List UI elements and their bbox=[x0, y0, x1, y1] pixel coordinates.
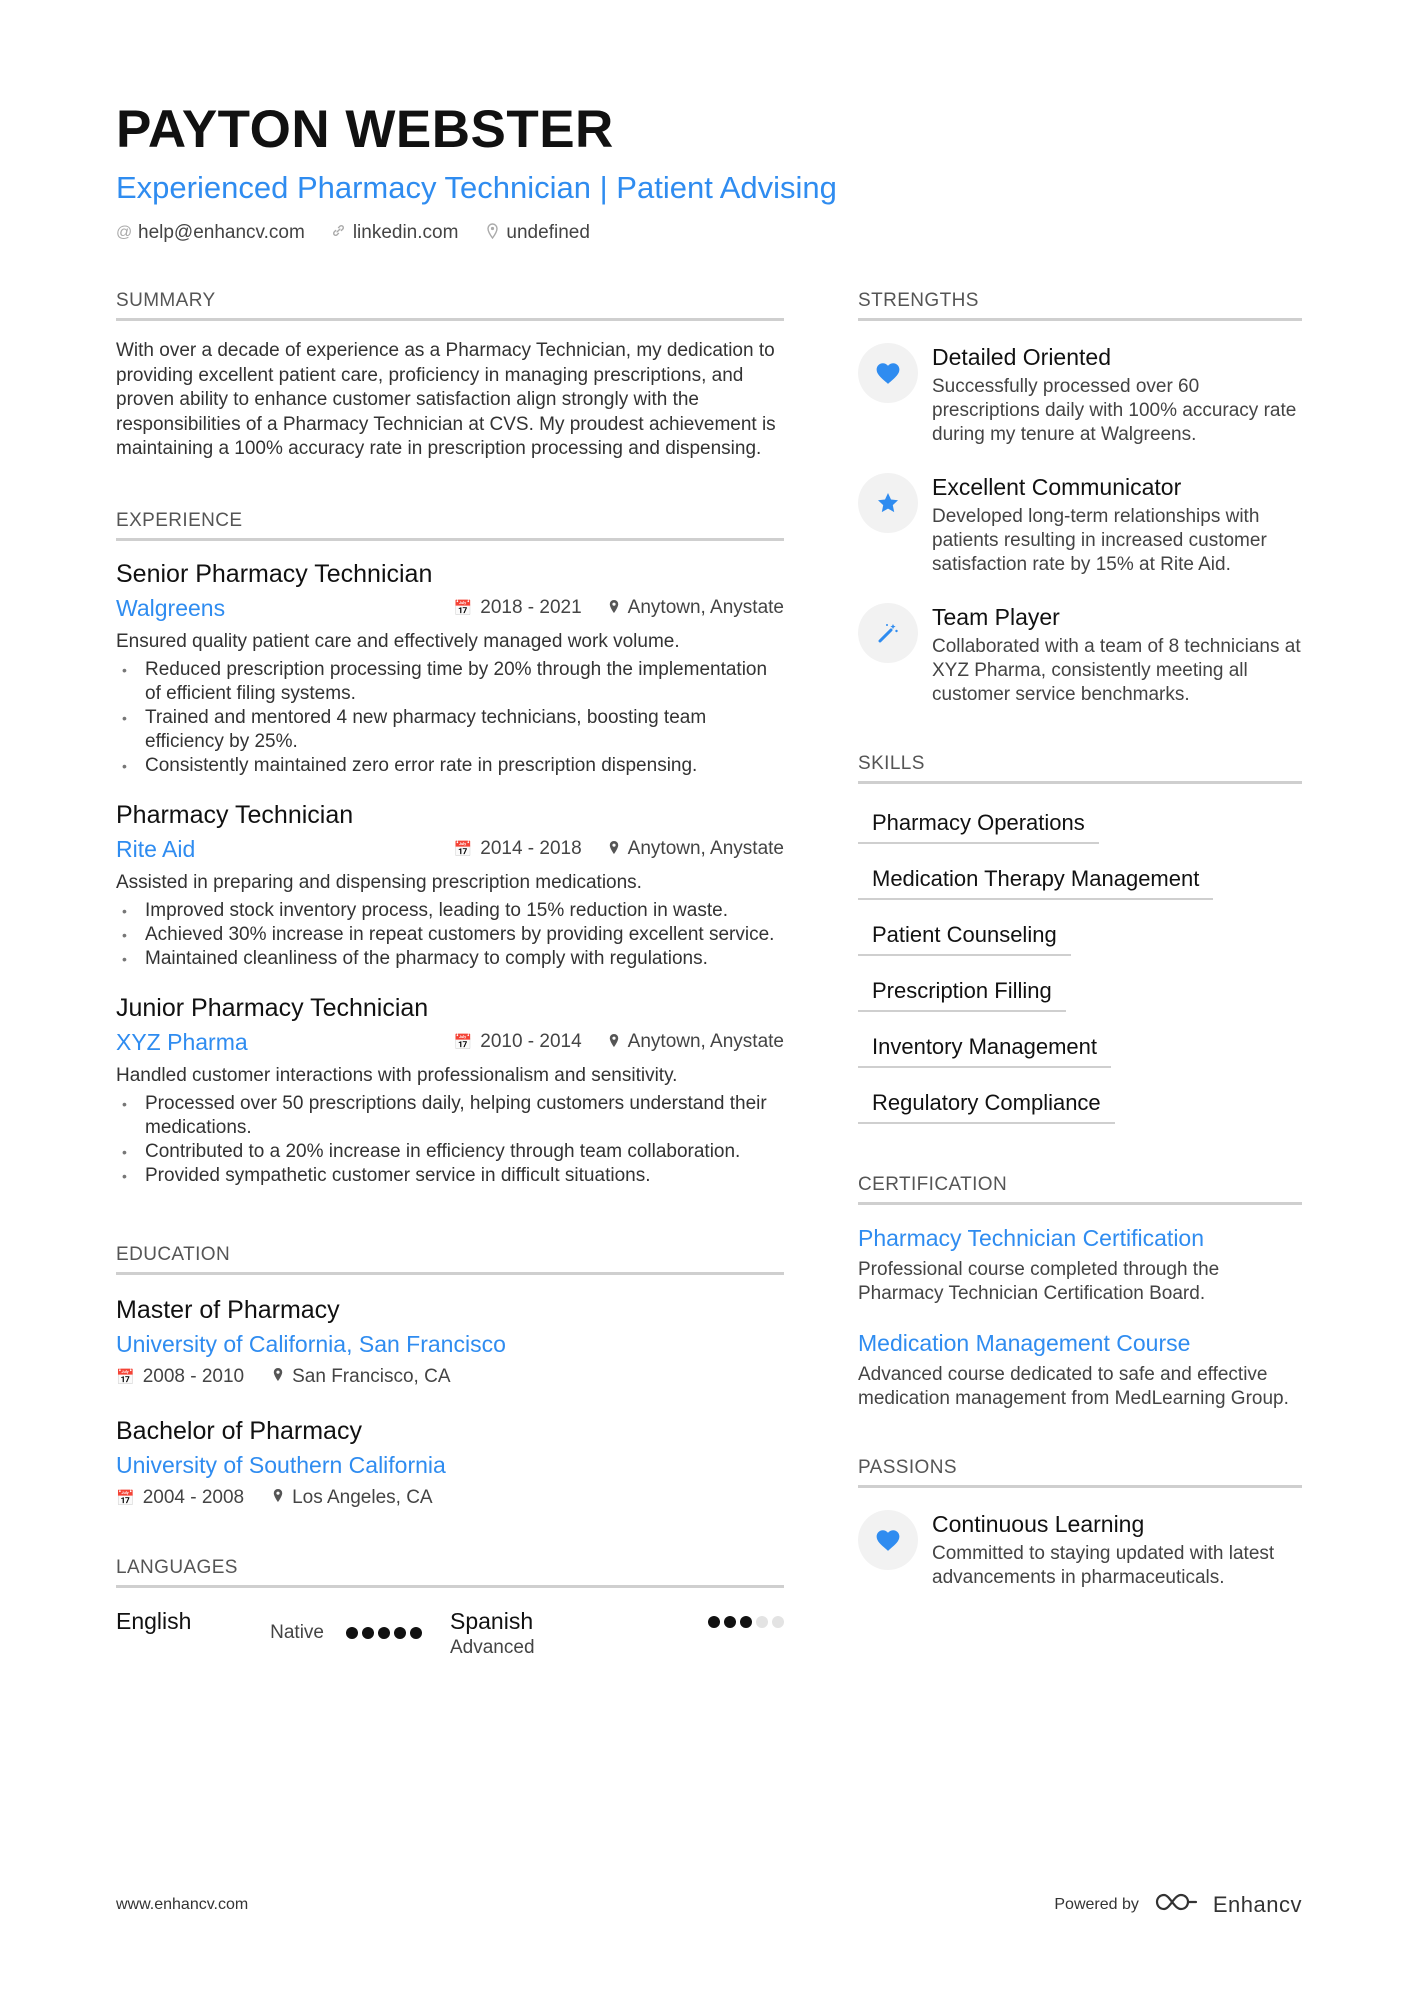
education-dates-text: 2008 - 2010 bbox=[142, 1365, 245, 1387]
company-name: XYZ Pharma bbox=[116, 1028, 248, 1055]
section-title-skills: SKILLS bbox=[858, 753, 1302, 784]
calendar-icon: 📅 bbox=[453, 841, 473, 858]
languages-section bbox=[116, 1557, 784, 1659]
education-section bbox=[116, 1244, 784, 1509]
education-location bbox=[272, 1487, 432, 1509]
contact-row bbox=[116, 222, 1306, 244]
education-dates bbox=[116, 1487, 244, 1509]
education-location-text: San Francisco, CA bbox=[292, 1365, 451, 1387]
degree-title: Master of Pharmacy bbox=[116, 1295, 340, 1324]
section-title-education: EDUCATION bbox=[116, 1244, 784, 1275]
skill-tag: Medication Therapy Management bbox=[858, 858, 1213, 900]
email-text: help@enhancv.com bbox=[138, 222, 305, 243]
section-title-experience: EXPERIENCE bbox=[116, 510, 784, 541]
contact-location bbox=[484, 222, 589, 244]
proficiency-dot bbox=[362, 1627, 374, 1639]
language-level-group bbox=[270, 1608, 422, 1659]
link-icon bbox=[331, 223, 347, 243]
language-level: Native bbox=[270, 1622, 324, 1643]
list-item: • Achieved 30% increase in repeat customers by providing excellent service. bbox=[116, 923, 784, 947]
company-name: Rite Aid bbox=[116, 835, 196, 862]
degree-title: Bachelor of Pharmacy bbox=[116, 1416, 362, 1445]
proficiency-dot bbox=[378, 1627, 390, 1639]
proficiency-dot bbox=[772, 1616, 784, 1628]
language-name: English bbox=[116, 1607, 192, 1634]
list-item: • Maintained cleanliness of the pharmacy to comply with regulations. bbox=[116, 947, 784, 971]
education-meta bbox=[116, 1366, 784, 1388]
languages-row bbox=[116, 1608, 784, 1659]
school-name: University of California, San Francisco bbox=[116, 1330, 506, 1357]
certification-description: Professional course completed through the Pharmacy Technician Certification Board. bbox=[858, 1259, 1220, 1304]
right-column bbox=[858, 290, 1302, 1590]
education-entry bbox=[116, 1295, 784, 1388]
education-dates bbox=[116, 1366, 244, 1388]
strength-description: Developed long-term relationships with patients resulting in increased customer satisfaction rate by 15% at Rite Aid. bbox=[932, 506, 1267, 575]
proficiency-dot bbox=[756, 1616, 768, 1628]
certification-section bbox=[858, 1174, 1302, 1411]
job-description: Assisted in preparing and dispensing prescription medications. bbox=[116, 871, 642, 893]
company-name: Walgreens bbox=[116, 594, 226, 621]
list-item: • Processed over 50 prescriptions daily, helping customers understand their medications. bbox=[116, 1092, 784, 1140]
job-meta-right bbox=[454, 1031, 784, 1053]
summary-text: With over a decade of experience as a Pharmacy Technician, my dedication to providing excellent patient care, proficiency in managing prescriptions, and proven ability to enhance customer satisfaction align strongly with the responsibilities of a Pharmacy Technician at CVS. My proudest achievement is maintaining a 100% accuracy rate in prescription processing and dispensing. bbox=[116, 340, 776, 459]
job-location-text: Anytown, Anystate bbox=[627, 1031, 784, 1052]
education-dates-text: 2004 - 2008 bbox=[142, 1486, 245, 1508]
job-title: Junior Pharmacy Technician bbox=[116, 993, 429, 1022]
location-pin-icon bbox=[608, 840, 620, 859]
experience-entry bbox=[116, 993, 784, 1188]
location-pin-icon bbox=[608, 1033, 620, 1052]
strength-body bbox=[932, 343, 1302, 447]
skill-tag: Pharmacy Operations bbox=[858, 802, 1099, 844]
location-pin-icon bbox=[272, 1367, 284, 1386]
passion-description: Committed to staying updated with latest advancements in pharmaceuticals. bbox=[932, 1543, 1275, 1588]
skill-tag: Prescription Filling bbox=[858, 970, 1066, 1012]
passions-section bbox=[858, 1457, 1302, 1590]
job-title: Pharmacy Technician bbox=[116, 800, 354, 829]
list-item: • Consistently maintained zero error rate in prescription dispensing. bbox=[116, 754, 784, 778]
experience-entry bbox=[116, 559, 784, 778]
certification-description: Advanced course dedicated to safe and effective medication management from MedLearning Group. bbox=[858, 1364, 1289, 1409]
heart-icon bbox=[858, 1510, 918, 1570]
certification-entry bbox=[858, 1330, 1302, 1411]
resume-header bbox=[116, 100, 1306, 244]
passion-title: Continuous Learning bbox=[932, 1511, 1145, 1537]
strength-title: Detailed Oriented bbox=[932, 344, 1111, 370]
list-item: • Contributed to a 20% increase in efficiency through team collaboration. bbox=[116, 1140, 784, 1164]
strength-title: Team Player bbox=[932, 604, 1060, 630]
job-location bbox=[608, 838, 784, 860]
strength-body bbox=[932, 473, 1302, 577]
strength-body bbox=[932, 603, 1302, 707]
job-dates-text: 2010 - 2014 bbox=[480, 1031, 582, 1052]
experience-entry bbox=[116, 800, 784, 971]
language-dots bbox=[346, 1627, 422, 1639]
location-pin-icon bbox=[608, 599, 620, 618]
language-dots bbox=[708, 1616, 784, 1628]
job-meta bbox=[116, 836, 784, 863]
calendar-icon: 📅 bbox=[453, 1034, 473, 1051]
magic-wand-icon bbox=[858, 603, 918, 663]
job-bullets bbox=[116, 899, 784, 971]
skill-tag: Regulatory Compliance bbox=[858, 1082, 1115, 1124]
language-entry bbox=[450, 1608, 784, 1659]
education-location bbox=[272, 1366, 450, 1388]
education-location-text: Los Angeles, CA bbox=[292, 1486, 433, 1508]
contact-email[interactable] bbox=[116, 222, 305, 244]
job-dates bbox=[454, 597, 582, 619]
education-entry bbox=[116, 1416, 784, 1509]
language-text-group bbox=[450, 1608, 535, 1659]
skills-list bbox=[858, 802, 1302, 1124]
job-description: Handled customer interactions with professionalism and sensitivity. bbox=[116, 1064, 678, 1086]
job-location-text: Anytown, Anystate bbox=[627, 597, 784, 618]
left-column bbox=[116, 290, 784, 1659]
star-icon bbox=[858, 473, 918, 533]
candidate-name: PAYTON WEBSTER bbox=[116, 100, 614, 159]
language-level: Advanced bbox=[450, 1636, 535, 1658]
list-item: • Trained and mentored 4 new pharmacy technicians, boosting team efficiency by 25%. bbox=[116, 706, 784, 754]
section-title-certification: CERTIFICATION bbox=[858, 1174, 1302, 1205]
education-meta bbox=[116, 1487, 784, 1509]
proficiency-dot bbox=[740, 1616, 752, 1628]
section-title-languages: LANGUAGES bbox=[116, 1557, 784, 1588]
location-pin-icon bbox=[484, 223, 500, 244]
job-bullets bbox=[116, 658, 784, 778]
certification-title: Medication Management Course bbox=[858, 1330, 1191, 1356]
passion-entry bbox=[858, 1510, 1302, 1590]
job-dates bbox=[454, 1031, 582, 1053]
strength-entry bbox=[858, 603, 1302, 707]
linkedin-text: linkedin.com bbox=[352, 222, 459, 243]
job-location-text: Anytown, Anystate bbox=[627, 838, 784, 859]
job-dates bbox=[454, 838, 582, 860]
location-text: undefined bbox=[506, 222, 590, 243]
job-bullets bbox=[116, 1092, 784, 1188]
school-name: University of Southern California bbox=[116, 1451, 446, 1478]
section-title-strengths: STRENGTHS bbox=[858, 290, 1302, 321]
location-pin-icon bbox=[272, 1488, 284, 1507]
strength-entry bbox=[858, 343, 1302, 447]
job-meta-right bbox=[454, 838, 784, 860]
skills-section bbox=[858, 753, 1302, 1124]
summary-section bbox=[116, 290, 784, 462]
job-meta bbox=[116, 1029, 784, 1056]
resume-footer bbox=[116, 1890, 1302, 1919]
job-meta bbox=[116, 595, 784, 622]
powered-by bbox=[1054, 1890, 1302, 1919]
language-name: Spanish bbox=[450, 1607, 534, 1634]
list-item: • Improved stock inventory process, leading to 15% reduction in waste. bbox=[116, 899, 784, 923]
list-item: • Reduced prescription processing time by 20% through the implementation of efficient filing systems. bbox=[116, 658, 784, 706]
skill-tag: Inventory Management bbox=[858, 1026, 1111, 1068]
list-item: • Provided sympathetic customer service in difficult situations. bbox=[116, 1164, 784, 1188]
contact-linkedin[interactable] bbox=[331, 222, 459, 244]
section-title-summary: SUMMARY bbox=[116, 290, 784, 321]
proficiency-dot bbox=[724, 1616, 736, 1628]
calendar-icon: 📅 bbox=[116, 1489, 135, 1507]
footer-url[interactable]: www.enhancv.com bbox=[116, 1895, 249, 1913]
strength-description: Collaborated with a team of 8 technicians at XYZ Pharma, consistently meeting all customer service benchmarks. bbox=[932, 636, 1301, 705]
passion-body bbox=[932, 1510, 1302, 1590]
enhancv-logo-icon bbox=[1153, 1890, 1199, 1919]
job-dates-text: 2014 - 2018 bbox=[480, 838, 582, 859]
job-dates-text: 2018 - 2021 bbox=[480, 597, 582, 618]
job-meta-right bbox=[454, 597, 784, 619]
brand-name: Enhancv bbox=[1212, 1891, 1302, 1917]
strength-entry bbox=[858, 473, 1302, 577]
language-entry bbox=[116, 1608, 450, 1659]
job-title: Senior Pharmacy Technician bbox=[116, 559, 433, 588]
section-title-passions: PASSIONS bbox=[858, 1457, 1302, 1488]
calendar-icon: 📅 bbox=[116, 1368, 135, 1386]
job-description: Ensured quality patient care and effectively managed work volume. bbox=[116, 630, 680, 652]
skill-tag: Patient Counseling bbox=[858, 914, 1071, 956]
strength-title: Excellent Communicator bbox=[932, 474, 1182, 500]
calendar-icon: 📅 bbox=[453, 600, 473, 617]
at-icon: @ bbox=[116, 224, 133, 241]
certification-entry bbox=[858, 1225, 1302, 1306]
experience-section bbox=[116, 510, 784, 1188]
proficiency-dot bbox=[394, 1627, 406, 1639]
powered-by-label: Powered by bbox=[1054, 1895, 1139, 1913]
candidate-headline: Experienced Pharmacy Technician | Patient Advising bbox=[116, 170, 837, 205]
job-location bbox=[608, 1031, 784, 1053]
heart-icon bbox=[858, 343, 918, 403]
strength-description: Successfully processed over 60 prescriptions daily with 100% accuracy rate during my tenure at Walgreens. bbox=[932, 376, 1297, 445]
certification-title: Pharmacy Technician Certification bbox=[858, 1225, 1205, 1251]
proficiency-dot bbox=[410, 1627, 422, 1639]
proficiency-dot bbox=[346, 1627, 358, 1639]
job-location bbox=[608, 597, 784, 619]
proficiency-dot bbox=[708, 1616, 720, 1628]
strengths-section bbox=[858, 290, 1302, 707]
